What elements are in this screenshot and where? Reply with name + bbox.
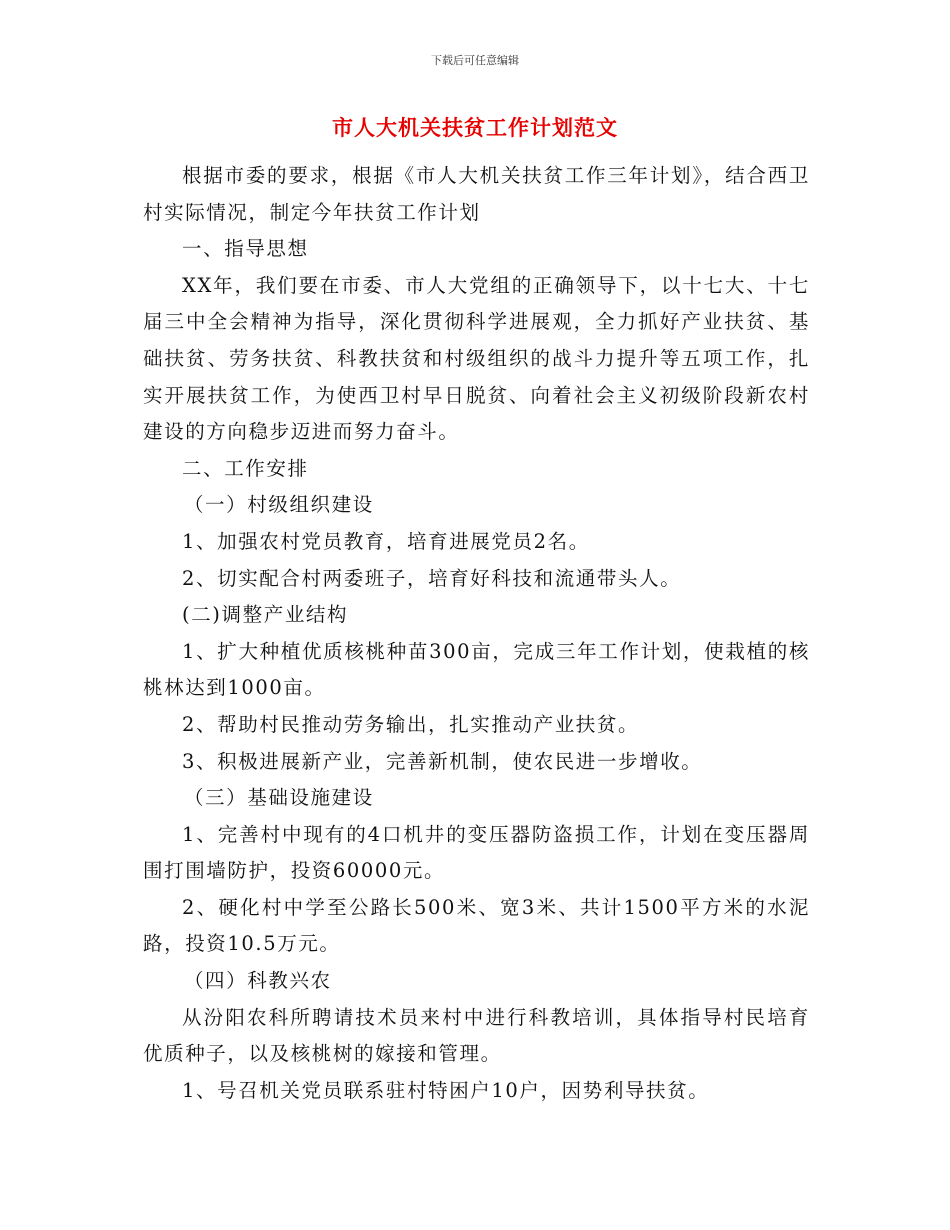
section-heading-guiding-thought: 一、指导思想 (182, 237, 309, 261)
list-item: 2、帮助村民推动劳务输出，扎实推动产业扶贫。 (182, 712, 640, 736)
list-item: 2、切实配合村两委班子，培育好科技和流通带头人。 (182, 566, 682, 590)
list-item: 1、扩大种植优质核桃种苗300亩，完成三年工作计划，使栽植的核桃林达到1000亩。 (143, 639, 810, 700)
section-heading-work-arrangement: 二、工作安排 (182, 456, 309, 480)
page-header-note: 下载后可任意编辑 (431, 54, 519, 67)
paragraph-guiding-thought: XX年，我们要在市委、市人大党组的正确领导下，以十七大、十七届三中全会精神为指导，深化贯彻科学进展观，全力抓好产业扶贫、基础扶贫、劳务扶贫、科教扶贫和村级组织的战斗力提升等五项工作，扎实开展扶贫工作，为使西卫村早日脱贫、向着社会主义初级阶段新农村建设的方向稳步迈进而努力奋斗。 (143, 273, 810, 444)
list-item: 2、硬化村中学至公路长500米、宽3米、共计1500平方米的水泥路，投资10.5万元。 (143, 895, 810, 956)
subsection-heading-industry: (二)调整产业结构 (182, 603, 349, 627)
list-item: 3、积极进展新产业，完善新机制，使农民进一步增收。 (182, 749, 703, 773)
paragraph-intro: 根据市委的要求，根据《市人大机关扶贫工作三年计划》，结合西卫村实际情况，制定今年扶贫工作计划 (143, 164, 810, 224)
document-body (143, 158, 810, 1109)
subsection-heading-science-education: （四）科教兴农 (183, 969, 332, 993)
document-title: 市人大机关扶贫工作计划范文 (332, 115, 618, 140)
list-item: 1、号召机关党员联系驻村特困户10户，因势利导扶贫。 (182, 1078, 710, 1102)
subsection-heading-village-org: （一）村级组织建设 (183, 493, 374, 517)
list-item: 1、完善村中现有的4口机井的变压器防盗损工作，计划在变压器周围打围墙防护，投资60000元。 (143, 822, 810, 883)
list-item: 1、加强农村党员教育，培育进展党员2名。 (182, 529, 590, 553)
subsection-heading-infrastructure: （三）基础设施建设 (183, 786, 374, 810)
paragraph-science-education: 从汾阳农科所聘请技术员来村中进行科教培训，具体指导村民培育优质种子，以及核桃树的嫁接和管理。 (143, 1005, 810, 1066)
